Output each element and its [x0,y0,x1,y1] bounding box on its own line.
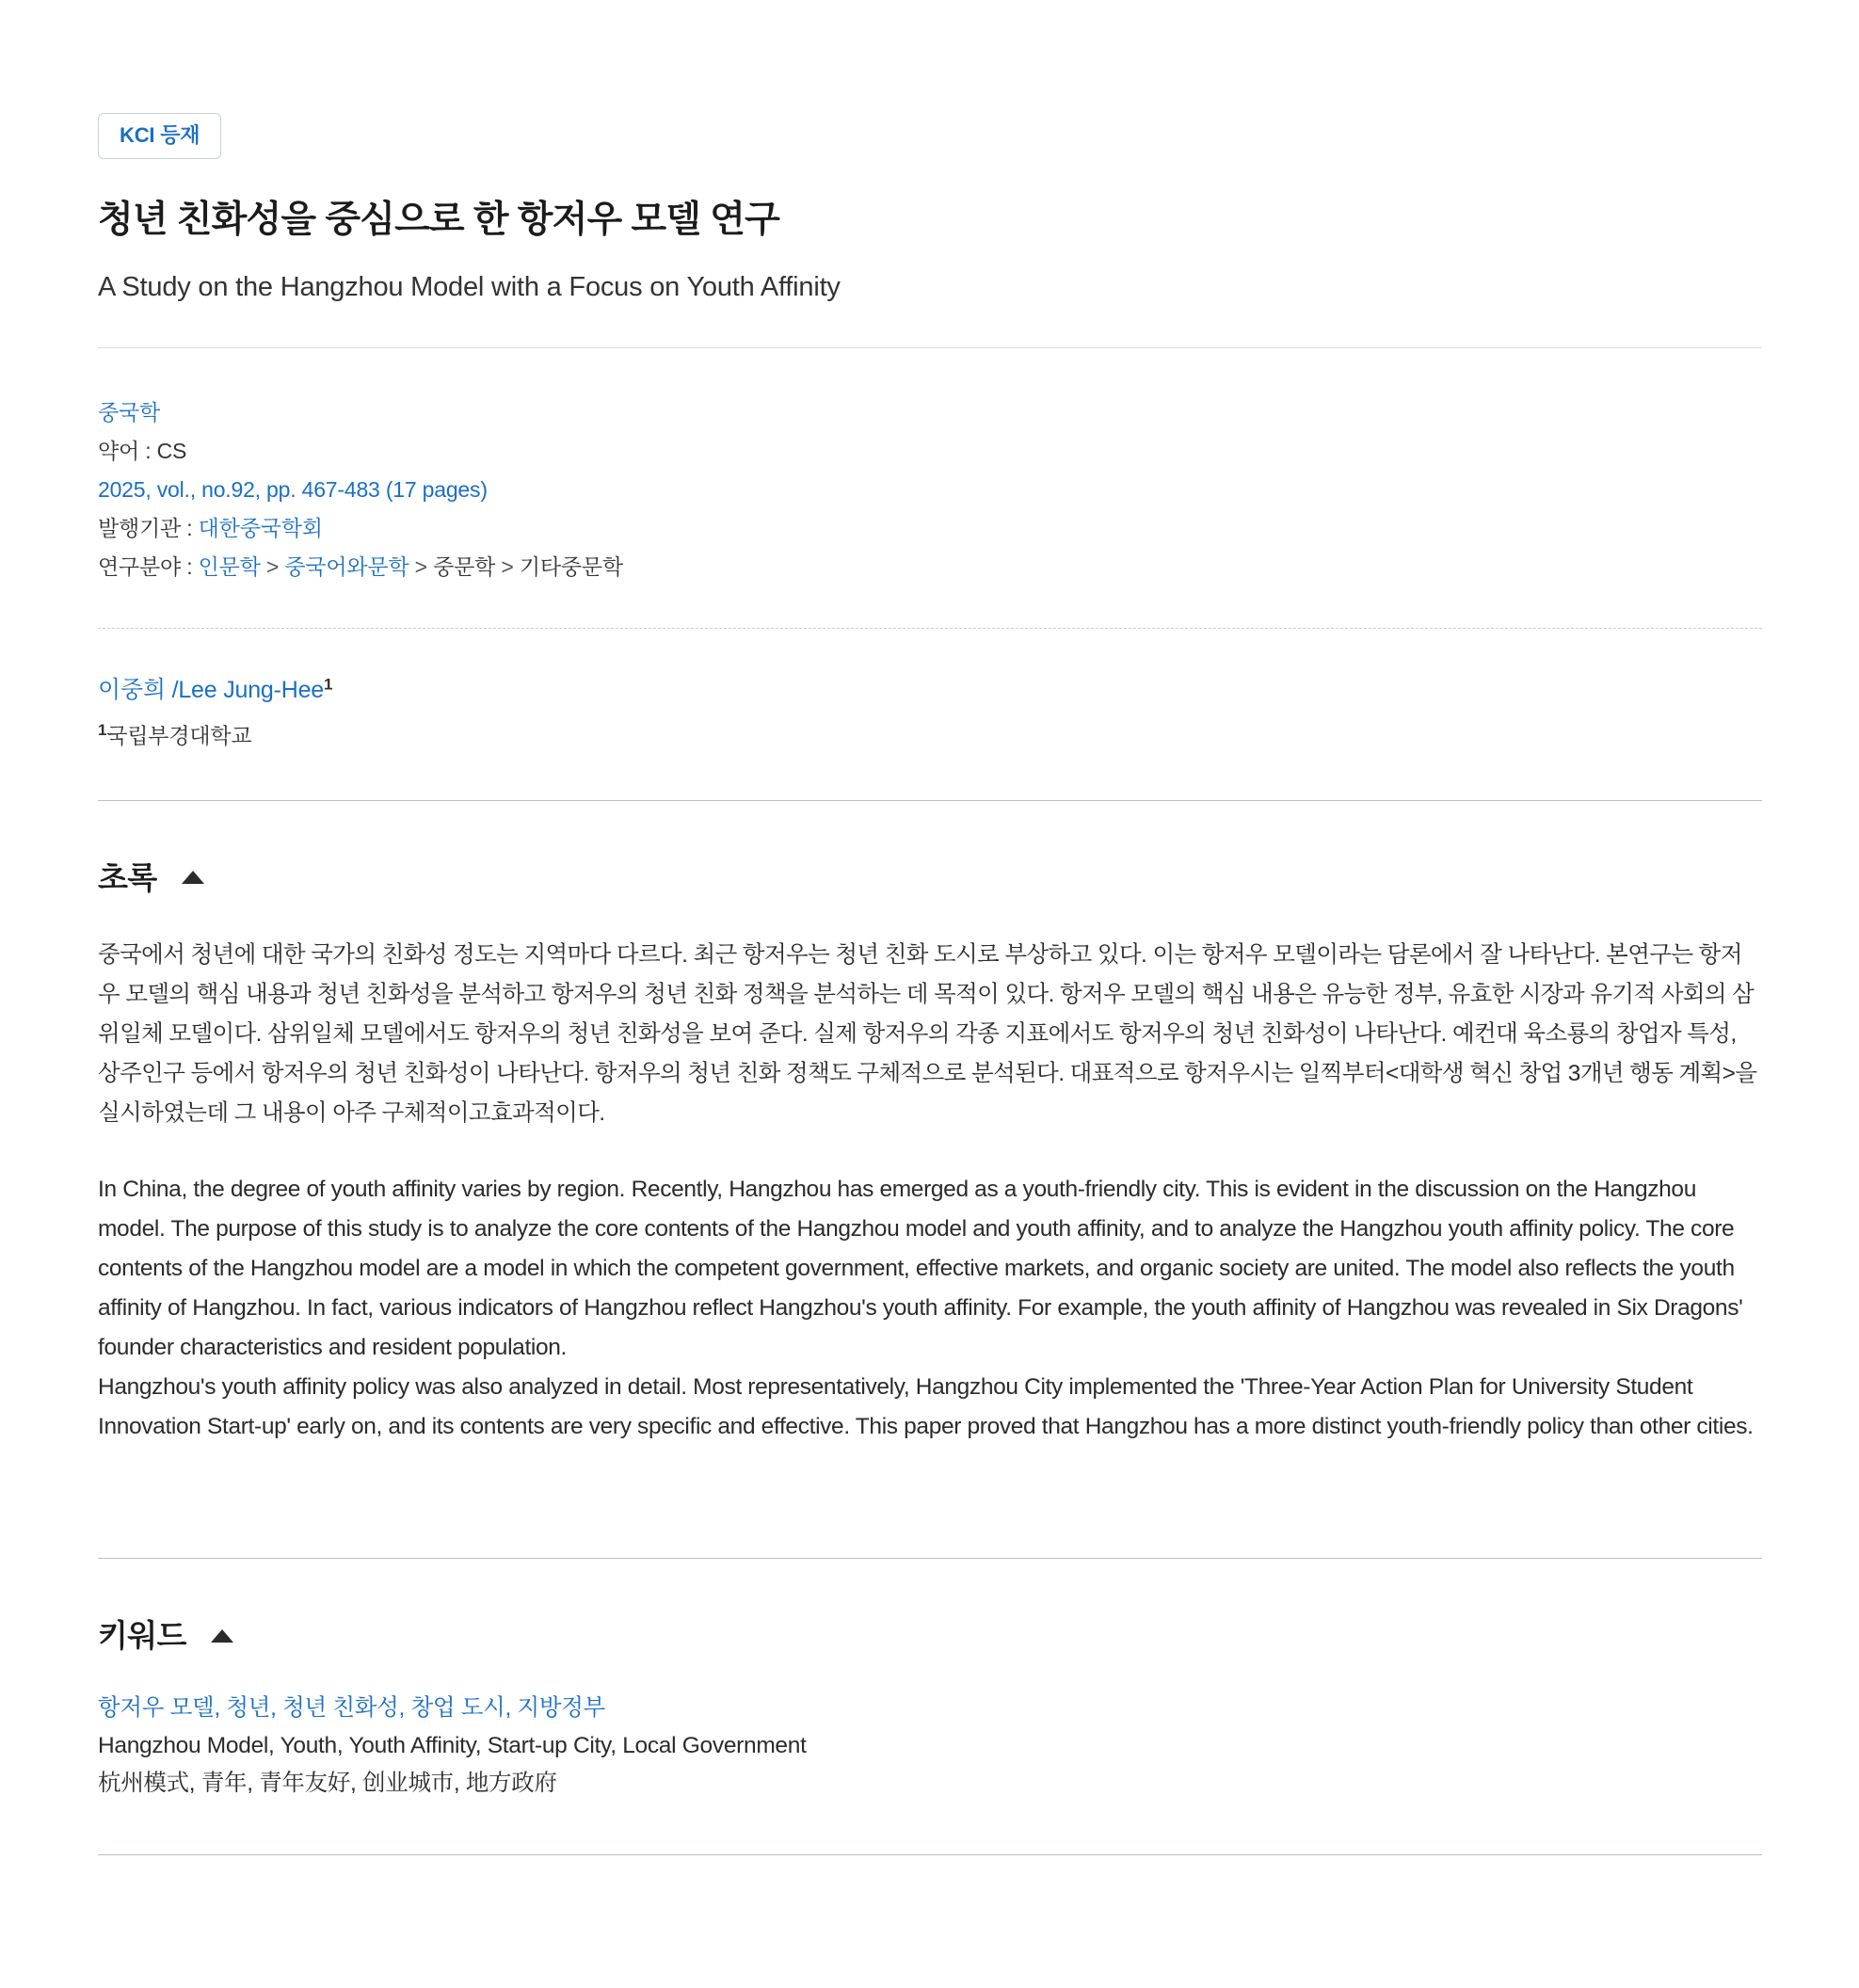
page-title-korean: 청년 친화성을 중심으로 한 항저우 모델 연구 [98,200,779,240]
journal-issue-line [98,471,1762,509]
keyword-ko-3[interactable]: 청년 친화성 [282,1695,399,1722]
author-affiliation-index: 1 [324,674,333,693]
keywords-body [98,1656,1762,1854]
research-field-link-2[interactable]: 중국어와문학 [284,553,409,579]
journal-publisher-line [98,509,1762,548]
badge-row [98,0,1762,159]
publisher-link[interactable]: 대한중국학회 [198,515,323,540]
journal-name-link[interactable]: 중국학 [98,399,161,425]
journal-name-line [98,393,1762,432]
author-line [98,670,1762,711]
research-field-text-3: 중문학 [433,553,496,579]
keywords-chinese: 杭州模式, 青年, 青年友好, 创业城市, 地方政府 [98,1770,557,1796]
keywords-heading: 키워드 [98,1618,186,1654]
field-separator-2: > [414,553,427,579]
journal-issue-link[interactable]: 2025, vol., no.92, pp. 467-483 (17 pages) [98,476,488,502]
field-separator-1: > [265,553,280,579]
author-name-link[interactable]: 이중희 /Lee Jung-Hee [98,676,324,703]
abstract-paragraph-english-1: In China, the degree of youth affinity varies by region. Recently, Hangzhou has emerged as a youth-friendly city. This is evident in the discussion on the Hangzhou model. The purpose of this study is to analyze the core contents of the Hangzhou model and youth affinity, and to analyze the Hangzhou youth affinity policy. The core contents of the Hangzhou model are a model in which the competent government, effective markets, and organic society are united. The model also reflects the youth affinity of Hangzhou. In fact, various indicators of Hangzhou reflect Hangzhou's youth affinity. For example, the youth affinity of Hangzhou was revealed in Six Dragons' founder characteristics and resident population. [98,1176,1743,1361]
keywords-english: Hangzhou Model, Youth, Youth Affinity, Start-up City, Local Government [98,1733,807,1759]
research-field-line [98,548,1762,586]
publisher-label: 발행기관 : [98,515,193,540]
abstract-body [98,898,1762,1448]
keywords-section-header[interactable] [98,1559,1762,1656]
keyword-ko-4[interactable]: 창업 도시 [410,1695,505,1722]
abstract-heading: 초록 [98,859,157,895]
keyword-ko-5[interactable]: 지방정부 [517,1695,605,1722]
journal-metadata [98,348,1762,628]
chevron-up-icon[interactable] [182,871,204,884]
keywords-korean: 항저우 모델, 청년, 청년 친화성, 창업 도시, 지방정부 [98,1695,605,1722]
affiliation-name: 국립부경대학교 [106,723,252,748]
abstract-paragraph-english-2: Hangzhou's youth affinity policy was also analyzed in detail. Most representatively, Hangzhou City implemented the 'Three-Year Action Plan for University Student Innovation Start-up' early on, and its contents are very specific and effective. This paper proved that Hangzhou has a more distinct youth-friendly policy than other cities. [98,1374,1754,1440]
field-separator-3: > [501,553,514,579]
affiliation-index: 1 [98,721,107,740]
spacer [98,1447,1762,1558]
page-title-english: A Study on the Hangzhou Model with a Focus on Youth Affinity [98,271,841,302]
keyword-ko-2[interactable]: 청년 [226,1695,271,1722]
author-block [98,629,1762,800]
journal-abbrev-label: 약어 : [98,438,152,463]
research-field-text-4: 기타중문학 [519,553,623,579]
kci-status-badge: KCI 등재 [98,113,221,159]
journal-abbrev-value: CS [156,438,187,463]
research-field-link-1[interactable]: 인문학 [198,553,261,579]
abstract-section-header[interactable] [98,801,1762,898]
divider-bottom [98,1854,1762,1855]
abstract-paragraph-korean: 중국에서 청년에 대한 국가의 친화성 정도는 지역마다 다르다. 최근 항저우는 청년 친화 도시로 부상하고 있다. 이는 항저우 모델이라는 담론에서 잘 나타난다. 본연구는 항저우 모델의 핵심 내용과 청년 친화성을 분석하고 항저우의 청년 친화 정책을 분석하는 데 목적이 있다. 항저우 모델의 핵심 내용은 유능한 정부, 유효한 시장과 유기적 사회의 삼위일체 모델이다. 삼위일체 모델에서도 항저우의 청년 친화성을 보여 준다. 실제 항저우의 각종 지표에서도 항저우의 청년 친화성이 나타난다. 예컨대 육소룡의 창업자 특성, 상주인구 등에서 항저우의 청년 친화성이 나타난다. 항저우의 청년 친화 정책도 구체적으로 분석된다. 대표적으로 항저우시는 일찍부터<대학생 혁신 창업 3개년 행동 계획>을 실시하였는데 그 내용이 아주 구체적이고효과적이다. [98,941,1757,1127]
research-field-label: 연구분야 : [98,553,193,579]
chevron-up-icon[interactable] [211,1629,233,1643]
journal-abbrev-line [98,432,1762,471]
affiliation-line [98,717,1762,755]
keyword-ko-1[interactable]: 항저우 모델 [98,1695,215,1722]
